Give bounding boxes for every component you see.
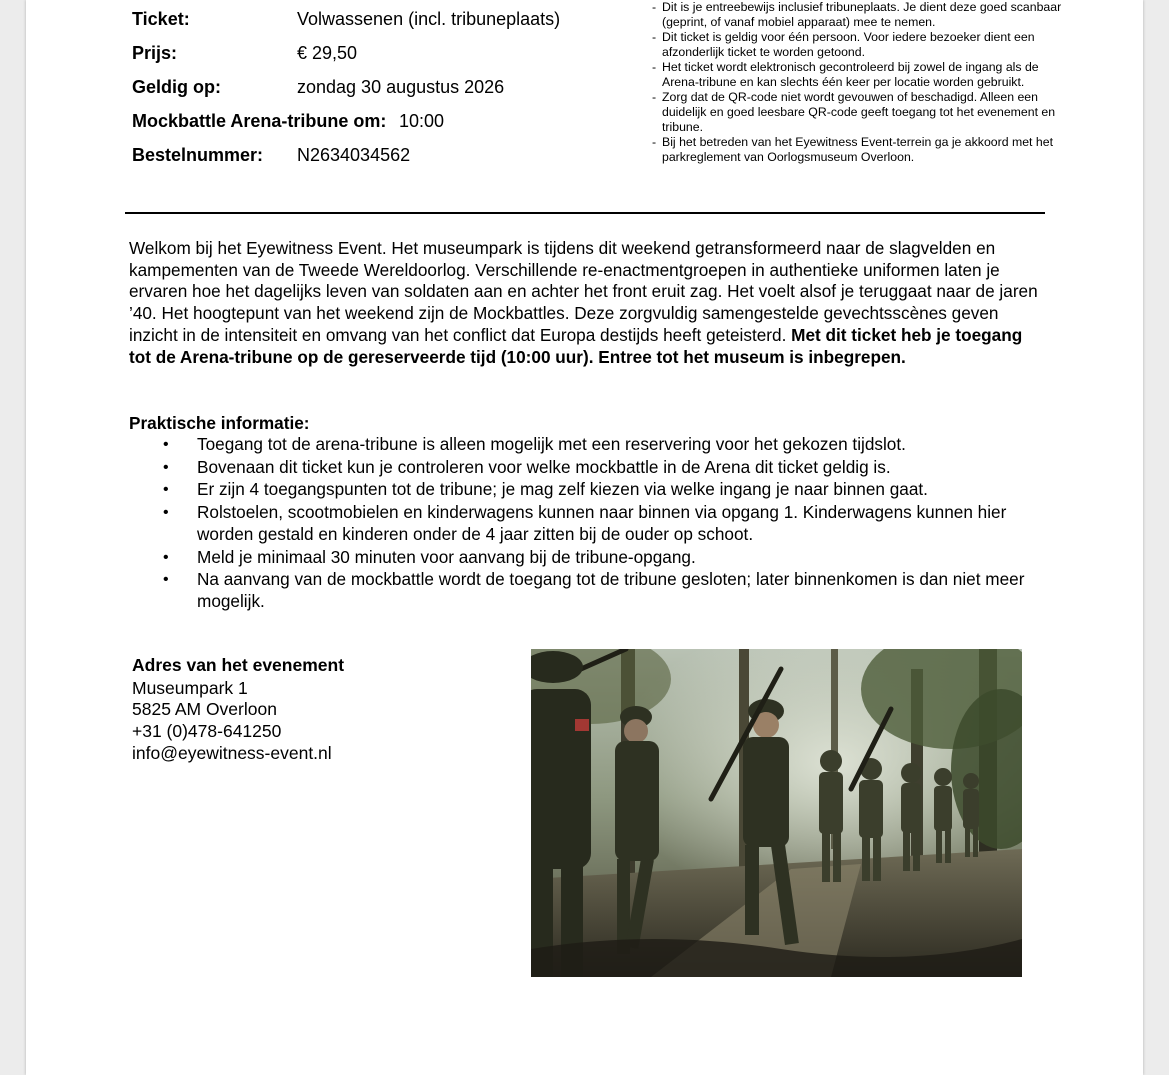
list-item [129,502,1047,545]
price-label: Prijs: [132,43,178,63]
bullet-marker: • [163,481,169,499]
condition-item [652,0,1066,30]
order-number-value: N2634034562 [297,145,411,165]
list-item-text: Rolstoelen, scootmobielen en kinderwagens kunnen naar binnen via opgang 1. Kinderwagens kunnen hier worden gestald en kinderen onder de 4 jaar zitten bij de ouder op schoot. [197,502,1007,544]
condition-text: Het ticket wordt elektronisch gecontroleerd bij zowel de ingang als de Arena-tribune en kan slechts één keer per locatie worden gebruikt. [662,60,1039,89]
practical-info-list [129,434,1047,614]
section-divider [125,212,1045,214]
dash-marker: - [652,30,657,44]
address-street: Museumpark 1 [132,677,248,698]
address-postal-city: 5825 AM Overloon [132,699,277,720]
bullet-marker: • [163,458,169,476]
list-item [129,479,1047,501]
valid-date-row [132,73,652,107]
dash-marker: - [652,135,657,149]
flag-patch [575,719,589,731]
condition-item [652,90,1066,135]
condition-text: Dit is je entreebewijs inclusief tribuneplaats. Je dient deze goed scanbaar (geprint, of vanaf mobiel apparaat) mee te nemen. [662,0,1062,29]
ticket-type-row [132,5,652,39]
list-item [129,434,1047,456]
condition-text: Bij het betreden van het Eyewitness Event-terrein ga je akkoord met het parkreglement van Oorlogsmuseum Overloon. [662,135,1053,164]
intro-text: Welkom bij het Eyewitness Event. Het museumpark is tijdens dit weekend getransformeerd naar de slagvelden en kampementen van de Tweede Wereldoorlog. Verschillende re-enactmentgroepen in authentieke uniformen laten je ervaren hoe het dagelijks leven van soldaten aan en achter het front eruit zag. Het voelt alsof je teruggaat naar de jaren ’40. Het hoogtepunt van het weekend zijn de Mockbattles. Deze zorgvuldig samengestelde gevechtsscènes geven inzicht in de intensiteit en omvang van het conflict dat Europa destijds heeft geteisterd. [129,238,1038,345]
event-address [132,655,492,765]
price-row [132,39,652,73]
bullet-marker: • [163,548,169,566]
valid-date-value: zondag 30 augustus 2026 [297,77,505,97]
bullet-marker: • [163,571,169,589]
address-title: Adres van het evenement [132,655,345,675]
order-number-row [132,141,652,175]
address-phone: +31 (0)478-641250 [132,721,282,742]
address-email: info@eyewitness-event.nl [132,742,332,763]
condition-item [652,135,1066,165]
valid-date-label: Geldig op: [132,77,221,97]
dash-marker: - [652,0,657,14]
ticket-type-value: Volwassenen (incl. tribuneplaats) [297,9,561,29]
ticket-conditions [652,0,1066,165]
dash-marker: - [652,60,657,74]
list-item-text: Na aanvang van de mockbattle wordt de toegang tot de tribune gesloten; later binnenkomen is dan niet meer mogelijk. [197,569,1025,611]
ticket-details [132,5,652,175]
arena-time-row [132,107,652,141]
list-item [129,547,1047,569]
list-item [129,457,1047,479]
list-item-text: Er zijn 4 toegangspunten tot de tribune; je mag zelf kiezen via welke ingang je naar binnen gaat. [197,479,928,500]
order-number-label: Bestelnummer: [132,145,264,165]
bullet-marker: • [163,436,169,453]
condition-item [652,60,1066,90]
event-photo [531,649,1022,977]
ticket-page [26,0,1143,1075]
intro-bold-text: Met dit ticket heb je toegang tot de Arena-tribune op de gereserveerde tijd (10:00 uur). Entree tot het museum is inbegrepen. [129,324,1023,367]
dash-marker: - [652,90,657,104]
price-value: € 29,50 [297,43,358,63]
arena-time-label: Mockbattle Arena-tribune om: [132,111,387,131]
practical-info-heading: Praktische informatie: [129,413,310,433]
soldiers-marching-image [531,649,1022,977]
arena-time-value: 10:00 [399,111,445,131]
ticket-type-label: Ticket: [132,9,190,29]
list-item [129,569,1047,612]
intro-paragraph [129,238,1047,368]
condition-item [652,30,1066,60]
condition-text: Dit ticket is geldig voor één persoon. Voor iedere bezoeker dient een afzonderlijk ticket te worden getoond. [662,30,1035,59]
bullet-marker: • [163,504,169,522]
condition-text: Zorg dat de QR-code niet wordt gevouwen of beschadigd. Alleen een duidelijk en goed leesbare QR-code geeft toegang tot het evenement en tribune. [662,90,1056,134]
list-item-text: Bovenaan dit ticket kun je controleren voor welke mockbattle in de Arena dit ticket geldig is. [197,456,891,477]
list-item-text: Toegang tot de arena-tribune is alleen mogelijk met een reservering voor het gekozen tijdslot. [197,434,906,454]
list-item-text: Meld je minimaal 30 minuten voor aanvang bij de tribune-opgang. [197,546,696,567]
